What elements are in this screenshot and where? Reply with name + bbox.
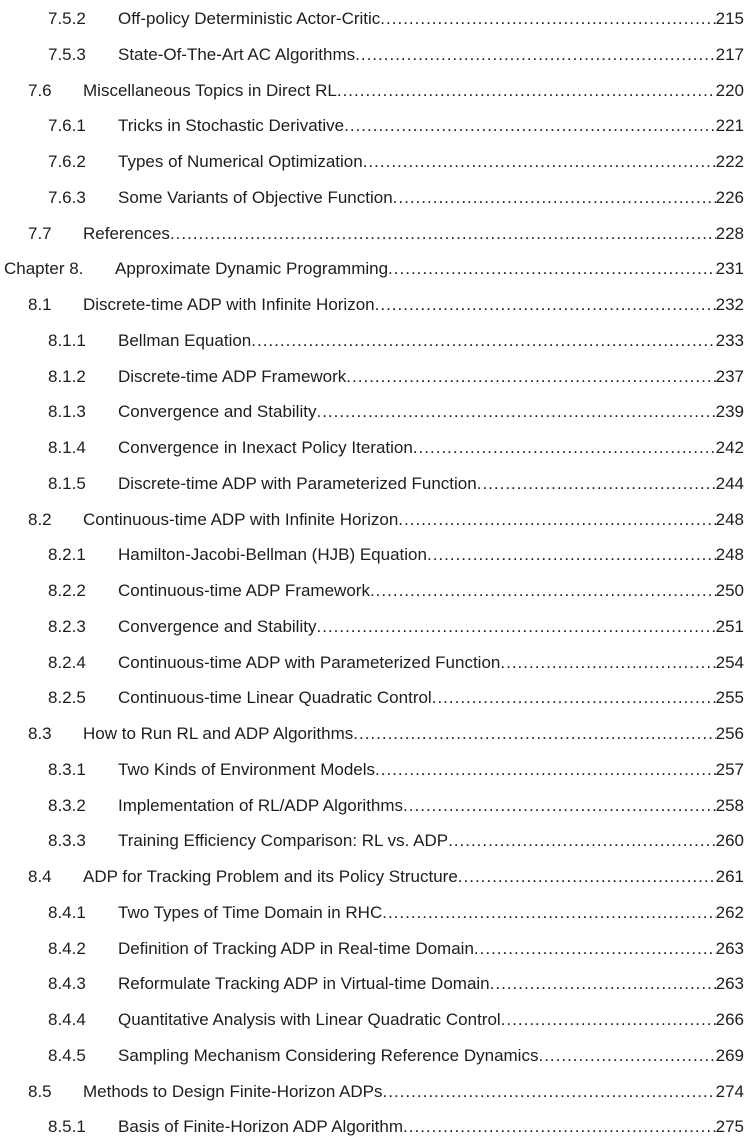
entry-number: 8.4.2 (48, 938, 86, 958)
entry-title: Continuous-time ADP Framework (118, 581, 370, 600)
entry-page: 251 (715, 616, 744, 636)
dot-leader (477, 466, 716, 502)
toc-entry[interactable] (0, 108, 749, 144)
dot-leader (344, 108, 716, 144)
entry-number: 8.3.3 (48, 831, 86, 851)
toc-entry[interactable] (0, 609, 749, 645)
dot-leader (170, 216, 716, 252)
toc-entry[interactable] (0, 931, 749, 967)
toc-entry[interactable] (0, 466, 749, 502)
entry-page: 228 (715, 223, 744, 243)
dot-leader (388, 251, 716, 287)
dot-leader (355, 37, 715, 73)
dot-leader (538, 1038, 715, 1074)
entry-title: Hamilton-Jacobi-Bellman (HJB) Equation (118, 545, 427, 565)
dot-leader (490, 966, 716, 1002)
entry-number: 8.5 (28, 1081, 52, 1101)
entry-page: 257 (715, 759, 744, 779)
toc-entry[interactable] (0, 966, 749, 1002)
entry-number: 8.1.2 (48, 366, 86, 386)
dot-leader (500, 645, 715, 681)
entry-page: 250 (715, 581, 744, 600)
entry-page: 217 (715, 44, 744, 64)
entry-page: 275 (715, 1117, 744, 1137)
toc-entry[interactable] (0, 251, 749, 287)
entry-page: 260 (715, 831, 744, 851)
entry-number: 8.3.1 (48, 759, 86, 779)
entry-page: 248 (715, 509, 744, 529)
entry-title: Continuous-time ADP with Infinite Horizon (83, 509, 399, 529)
toc-entry[interactable] (0, 537, 749, 573)
entry-number: 7.6.2 (48, 152, 86, 171)
entry-page: 239 (715, 402, 744, 422)
dot-leader (427, 537, 716, 573)
toc-entry[interactable] (0, 645, 749, 681)
toc-entry[interactable] (0, 752, 749, 788)
entry-title: Implementation of RL/ADP Algorithms (118, 795, 404, 815)
toc-entry[interactable] (0, 573, 749, 609)
toc-entry[interactable] (0, 37, 749, 73)
dot-leader (370, 573, 716, 609)
entry-number: 8.1.3 (48, 402, 86, 422)
entry-page: 226 (715, 187, 744, 207)
toc-entry[interactable] (0, 1, 749, 37)
entry-page: 255 (715, 688, 744, 708)
toc-entry[interactable] (0, 216, 749, 252)
entry-number: 7.5.2 (48, 9, 86, 28)
toc-entry[interactable] (0, 73, 749, 109)
toc-entry[interactable] (0, 859, 749, 895)
entry-number: 7.6.3 (48, 187, 86, 207)
entry-page: 269 (715, 1045, 744, 1065)
dot-leader (403, 788, 716, 824)
entry-number: 7.5.3 (48, 44, 86, 64)
entry-page: 262 (715, 902, 744, 922)
entry-number: 8.4.1 (48, 902, 86, 922)
entry-title: Off-policy Deterministic Actor-Critic (118, 9, 381, 28)
toc-entry[interactable] (0, 1109, 749, 1145)
entry-title: Basis of Finite-Horizon ADP Algorithm (118, 1117, 404, 1137)
toc-entry[interactable] (0, 323, 749, 359)
toc-entry[interactable] (0, 823, 749, 859)
entry-title: Reformulate Tracking ADP in Virtual-time Domain (118, 974, 490, 994)
entry-title: How to Run RL and ADP Algorithms (83, 724, 354, 743)
entry-title: Convergence in Inexact Policy Iteration (118, 438, 413, 457)
entry-page: 266 (715, 1010, 744, 1029)
entry-title: Sampling Mechanism Considering Reference Dynamics (118, 1045, 539, 1065)
entry-number: 8.2.2 (48, 581, 86, 600)
entry-page: 237 (715, 366, 744, 386)
entry-number: 8.1 (28, 295, 52, 314)
entry-title: ADP for Tracking Problem and its Policy Structure (83, 867, 458, 886)
entry-number: 8.4.4 (48, 1010, 86, 1029)
entry-page: 232 (715, 295, 744, 314)
entry-title: Discrete-time ADP Framework (118, 366, 347, 386)
entry-title: Discrete-time ADP with Infinite Horizon (83, 295, 375, 314)
entry-title: Quantitative Analysis with Linear Quadratic Control (118, 1010, 501, 1029)
toc-entry[interactable] (0, 716, 749, 752)
entry-number: 8.1.4 (48, 438, 86, 457)
entry-number: 8.3 (28, 724, 52, 743)
dot-leader (403, 1109, 716, 1145)
entry-page: 233 (715, 330, 744, 350)
entry-number: 7.6.1 (48, 116, 86, 136)
entry-number: 8.1.1 (48, 330, 86, 350)
dot-leader (316, 394, 715, 430)
entry-title: Continuous-time Linear Quadratic Control (118, 688, 432, 708)
toc-entry[interactable] (0, 359, 749, 395)
toc-entry[interactable] (0, 788, 749, 824)
dot-leader (316, 609, 715, 645)
entry-page: 242 (715, 438, 744, 457)
entry-title: Two Kinds of Environment Models (118, 759, 376, 779)
entry-page: 263 (715, 938, 744, 958)
entry-page: 254 (715, 652, 744, 672)
entry-number: 8.4 (28, 867, 52, 886)
entry-title: Bellman Equation (118, 330, 252, 350)
dot-leader (346, 359, 715, 395)
entry-number: 7.7 (28, 223, 52, 243)
entry-title: Definition of Tracking ADP in Real-time Domain (118, 938, 474, 958)
toc-entry[interactable] (0, 1074, 749, 1110)
dot-leader (448, 823, 716, 859)
toc-entry[interactable] (0, 430, 749, 466)
entry-number: 8.2.4 (48, 652, 86, 672)
entry-number: 8.3.2 (48, 795, 86, 815)
entry-title: Training Efficiency Comparison: RL vs. ADP (118, 831, 449, 851)
entry-page: 274 (715, 1081, 744, 1101)
entry-title: Convergence and Stability (118, 402, 317, 422)
toc-entry[interactable] (0, 1038, 749, 1074)
entry-title: Convergence and Stability (118, 616, 317, 636)
entry-page: 220 (715, 80, 744, 100)
entry-title: Approximate Dynamic Programming (115, 259, 389, 279)
toc-entry[interactable] (0, 180, 749, 216)
entry-number: 8.1.5 (48, 473, 86, 493)
entry-title: Some Variants of Objective Function (118, 187, 393, 207)
dot-leader (413, 430, 716, 466)
entry-number: 7.6 (28, 80, 52, 100)
entry-number: Chapter 8. (4, 259, 84, 279)
entry-title: Continuous-time ADP with Parameterized Function (118, 652, 501, 672)
toc-entry[interactable] (0, 680, 749, 716)
dot-leader (474, 931, 716, 967)
toc-entry[interactable] (0, 287, 749, 323)
entry-page: 221 (715, 116, 744, 136)
entry-page: 258 (715, 795, 744, 815)
dot-leader (382, 895, 715, 931)
entry-title: Tricks in Stochastic Derivative (118, 116, 345, 136)
dot-leader (432, 680, 716, 716)
entry-page: 263 (715, 974, 744, 994)
entry-page: 261 (715, 867, 744, 886)
entry-number: 8.2.3 (48, 616, 86, 636)
entry-title: References (83, 223, 170, 243)
entry-title: Discrete-time ADP with Parameterized Function (118, 473, 477, 493)
dot-leader (375, 752, 716, 788)
entry-page: 222 (715, 152, 744, 171)
entry-title: Miscellaneous Topics in Direct RL (83, 80, 337, 100)
toc-entry[interactable] (0, 895, 749, 931)
entry-page: 248 (715, 545, 744, 565)
dot-leader (251, 323, 715, 359)
entry-page: 215 (715, 9, 744, 28)
entry-title: Methods to Design Finite-Horizon ADPs (83, 1081, 383, 1101)
dot-leader (393, 180, 716, 216)
dot-leader (363, 144, 716, 180)
toc-entry[interactable] (0, 394, 749, 430)
entry-title: Two Types of Time Domain in RHC (118, 902, 383, 922)
entry-number: 8.2.1 (48, 545, 86, 565)
entry-title: Types of Numerical Optimization (118, 152, 363, 171)
entry-number: 8.4.3 (48, 974, 86, 994)
dot-leader (375, 287, 716, 323)
dot-leader (337, 73, 716, 109)
entry-title: State-Of-The-Art AC Algorithms (118, 44, 356, 64)
entry-number: 8.5.1 (48, 1117, 86, 1137)
dot-leader (353, 716, 715, 752)
entry-number: 8.2.5 (48, 688, 86, 708)
dot-leader (380, 1, 715, 37)
toc-entry[interactable] (0, 144, 749, 180)
entry-number: 8.2 (28, 509, 52, 529)
dot-leader (398, 502, 715, 538)
toc-entry[interactable] (0, 502, 749, 538)
entry-page: 244 (715, 473, 744, 493)
toc-entry[interactable] (0, 1002, 749, 1038)
dot-leader (501, 1002, 716, 1038)
dot-leader (458, 859, 716, 895)
entry-page: 256 (715, 724, 744, 743)
toc-list (0, 1, 749, 1145)
entry-number: 8.4.5 (48, 1045, 86, 1065)
dot-leader (383, 1074, 716, 1110)
entry-page: 231 (715, 259, 744, 279)
